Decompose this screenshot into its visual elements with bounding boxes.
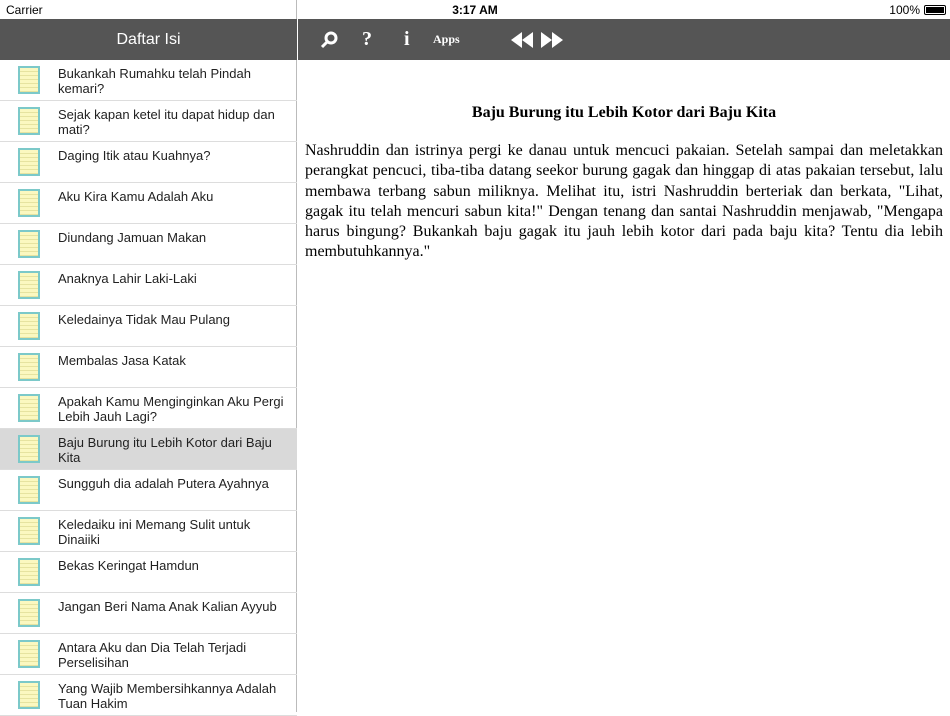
chapter-title: Aku Kira Kamu Adalah Aku [58, 189, 214, 204]
chapter-list-item[interactable] [0, 552, 297, 593]
document-icon [18, 353, 40, 381]
chapter-title: Sejak kapan ketel itu dapat hidup dan mati? [58, 107, 275, 137]
chapter-list [0, 60, 297, 716]
next-button[interactable] [540, 19, 564, 60]
document-icon [18, 435, 40, 463]
previous-button[interactable] [510, 19, 534, 60]
article [305, 104, 943, 263]
fast-forward-icon [540, 32, 564, 48]
document-icon [18, 681, 40, 709]
chapter-title: Antara Aku dan Dia Telah Terjadi Perselisihan [58, 640, 247, 670]
chapter-title: Daging Itik atau Kuahnya? [58, 148, 211, 163]
chapter-title: Keledainya Tidak Mau Pulang [58, 312, 231, 327]
chapter-list-item[interactable] [0, 60, 297, 101]
sidebar-title: Daftar Isi [0, 19, 297, 60]
chapter-list-item[interactable] [0, 511, 297, 552]
document-icon [18, 312, 40, 340]
chapter-list-item[interactable] [0, 593, 297, 634]
chapter-list-item[interactable] [0, 634, 297, 675]
chapter-title: Keledaiku ini Memang Sulit untuk Dinaiiki [58, 517, 251, 547]
search-button[interactable] [320, 19, 338, 60]
document-icon [18, 230, 40, 258]
chapter-title: Yang Wajib Membersihkannya Adalah Tuan Hakim [58, 681, 277, 711]
document-icon [18, 476, 40, 504]
status-bar [0, 0, 950, 19]
chapter-list-item[interactable] [0, 388, 297, 429]
sidebar [0, 0, 297, 712]
document-icon [18, 189, 40, 217]
chapter-list-item[interactable] [0, 101, 297, 142]
chapter-title: Jangan Beri Nama Anak Kalian Ayyub [58, 599, 277, 614]
chapter-title: Baju Burung itu Lebih Kotor dari Baju Kita [58, 435, 272, 465]
chapter-list-item[interactable] [0, 183, 297, 224]
battery-icon [924, 5, 946, 15]
chapter-list-item[interactable] [0, 265, 297, 306]
document-icon [18, 517, 40, 545]
info-button[interactable]: i [404, 28, 410, 50]
battery-percent: 100% [889, 3, 920, 17]
document-icon [18, 148, 40, 176]
rewind-icon [510, 32, 534, 48]
document-icon [18, 107, 40, 135]
article-title: Baju Burung itu Lebih Kotor dari Baju Kita [471, 104, 777, 121]
help-button[interactable]: ? [362, 28, 372, 50]
chapter-title: Bukankah Rumahku telah Pindah kemari? [58, 66, 251, 96]
chapter-list-item[interactable] [0, 429, 297, 470]
chapter-list-item[interactable] [0, 347, 297, 388]
chapter-title: Anaknya Lahir Laki-Laki [58, 271, 197, 286]
chapter-title: Bekas Keringat Hamdun [58, 558, 199, 573]
chapter-list-item[interactable] [0, 306, 297, 347]
chapter-list-item[interactable] [0, 142, 297, 183]
chapter-list-item[interactable] [0, 470, 297, 511]
chapter-title: Apakah Kamu Menginginkan Aku Pergi Lebih Jauh Lagi? [58, 394, 284, 424]
chapter-list-item[interactable] [0, 224, 297, 265]
carrier-label: Carrier [6, 3, 43, 17]
article-body: Nashruddin dan istrinya pergi ke danau untuk mencuci pakaian. Setelah sampai dan meletakkan perangkat pencuci, tiba-tiba datang seekor burung gagak dan hinggap di atas pakaian tersebut, lalu membawa terbang sabun miliknya. Melihat itu, istri Nashruddin berteriak dan berkata, "Lihat, gagak itu telah mencuri sabun kita!" Dengan tenang dan santai Nashruddin menjawab, "Mengapa harus bingung? Bukankah baju gagak itu jauh lebih kotor dari pada baju kita? Tentu dia lebih membutuhkannya." [305, 142, 943, 261]
chapter-title: Membalas Jasa Katak [58, 353, 186, 368]
toolbar [298, 19, 950, 60]
chapter-title: Diundang Jamuan Makan [58, 230, 207, 245]
document-icon [18, 271, 40, 299]
chapter-list-item[interactable] [0, 675, 297, 716]
document-icon [18, 599, 40, 627]
search-icon [320, 31, 338, 49]
apps-button[interactable]: Apps [433, 32, 460, 46]
document-icon [18, 66, 40, 94]
document-icon [18, 640, 40, 668]
document-icon [18, 558, 40, 586]
document-icon [18, 394, 40, 422]
clock: 3:17 AM [452, 3, 498, 17]
chapter-title: Sungguh dia adalah Putera Ayahnya [58, 476, 269, 491]
